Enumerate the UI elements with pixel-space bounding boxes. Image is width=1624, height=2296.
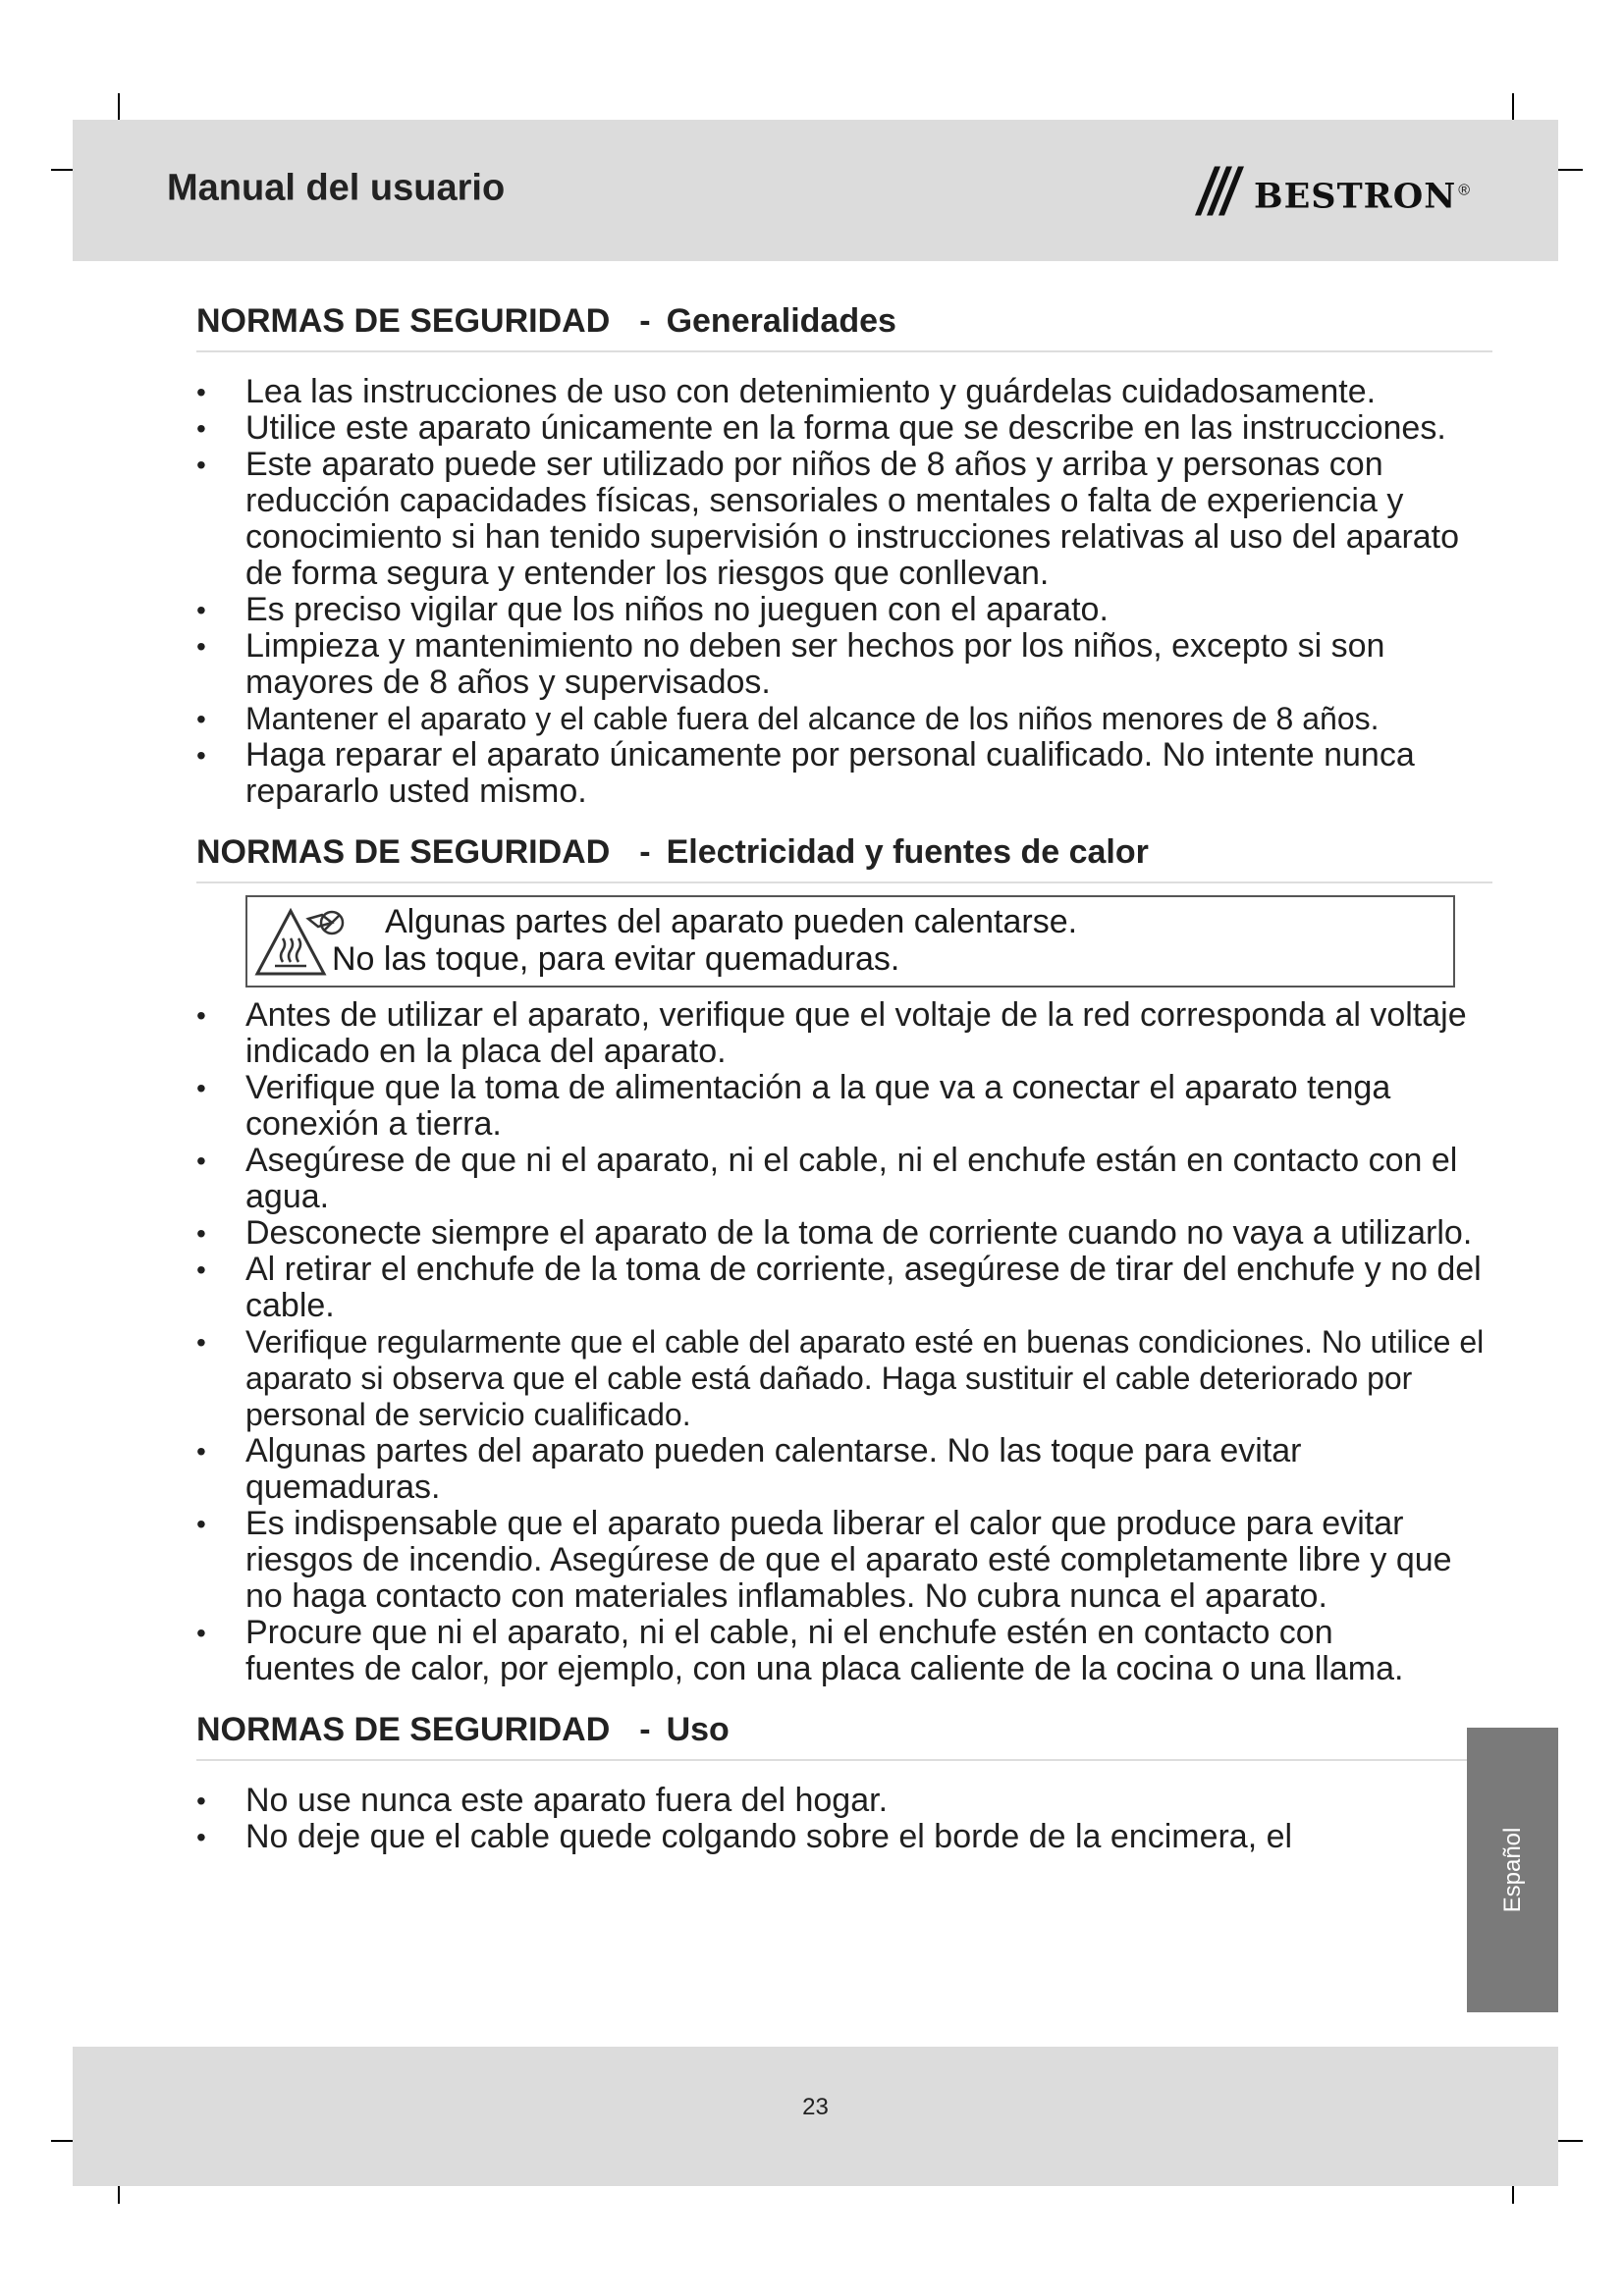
bullet-list-generalidades bbox=[196, 374, 1492, 810]
warning-text-line1: Algunas partes del aparato pueden calentarse. bbox=[385, 903, 1078, 940]
section-subtitle: Uso bbox=[666, 1711, 730, 1748]
page-number: 23 bbox=[802, 2094, 829, 2120]
bullet-list-uso bbox=[196, 1783, 1492, 1855]
registered-mark: ® bbox=[1458, 182, 1470, 198]
list-item: • Lea las instrucciones de uso con detenimiento y guárdelas cuidadosamente. bbox=[196, 374, 1492, 410]
list-item: • Al retirar el enchufe de la toma de corriente, asegúrese de tirar del enchufe y no del cable. bbox=[196, 1252, 1492, 1324]
brand-name: bestron bbox=[1254, 161, 1457, 220]
section-separator: - bbox=[639, 833, 651, 871]
section-title: NORMAS DE SEGURIDAD bbox=[196, 1711, 611, 1748]
list-item: • Es indispensable que el aparato pueda liberar el calor que produce para evitar riesgos de incendio. Asegúrese de que el aparato esté completamente libre y que no haga contacto con materiales inflamables. No cubra nunca el aparato. bbox=[196, 1506, 1492, 1615]
list-item: • Este aparato puede ser utilizado por niños de 8 años y arriba y personas con reducción capacidades físicas, sensoriales o mentales o falta de experiencia y conocimiento si han tenido supervisión o instrucciones relativas al uso del aparato de forma segura y entender los riesgos que conllevan. bbox=[196, 447, 1492, 592]
language-label: Español bbox=[1498, 1827, 1526, 1913]
section-subtitle: Electricidad y fuentes de calor bbox=[666, 833, 1149, 871]
logo-chevrons-icon bbox=[1191, 164, 1248, 217]
list-item: • Utilice este aparato únicamente en la forma que se describe en las instrucciones. bbox=[196, 410, 1492, 447]
list-item: • Procure que ni el aparato, ni el cable, ni el enchufe estén en contacto con fuentes de calor, por ejemplo, con una placa caliente de la cocina o una llama. bbox=[196, 1615, 1492, 1687]
list-item: • No deje que el cable quede colgando sobre el borde de la encimera, el bbox=[196, 1819, 1463, 1855]
list-item: • Antes de utilizar el aparato, verifique que el voltaje de la red corresponda al voltaje indicado en la placa del aparato. bbox=[196, 997, 1492, 1070]
section-heading-uso bbox=[196, 1711, 1492, 1761]
brand-logo bbox=[1191, 162, 1470, 220]
hot-surface-warning-box bbox=[245, 895, 1455, 988]
section-heading-generalidades bbox=[196, 302, 1492, 352]
list-item: • Asegúrese de que ni el aparato, ni el cable, ni el enchufe están en contacto con el agua. bbox=[196, 1143, 1492, 1215]
main-content bbox=[196, 294, 1492, 1855]
section-separator: - bbox=[639, 302, 651, 340]
section-title: NORMAS DE SEGURIDAD bbox=[196, 833, 611, 871]
list-item: • Es preciso vigilar que los niños no jueguen con el aparato. bbox=[196, 592, 1492, 628]
section-heading-electricidad bbox=[196, 833, 1492, 883]
section-title: NORMAS DE SEGURIDAD bbox=[196, 302, 611, 340]
bullet-list-electricidad bbox=[196, 997, 1492, 1687]
section-subtitle: Generalidades bbox=[666, 302, 896, 340]
header-band bbox=[73, 120, 1558, 261]
list-item: • Verifique regularmente que el cable del aparato esté en buenas condiciones. No utilice el aparato si observa que el cable está dañado. Haga sustituir el cable deteriorado por personal de servicio cualificado. bbox=[196, 1324, 1492, 1433]
footer-band bbox=[73, 2047, 1558, 2186]
warning-text-line2: No las toque, para evitar quemaduras. bbox=[332, 940, 900, 978]
section-separator: - bbox=[639, 1711, 651, 1748]
list-item: • Verifique que la toma de alimentación a la que va a conectar el aparato tenga conexión a tierra. bbox=[196, 1070, 1492, 1143]
language-side-tab bbox=[1467, 1728, 1558, 2012]
list-item: • Mantener el aparato y el cable fuera del alcance de los niños menores de 8 años. bbox=[196, 701, 1492, 737]
list-item: • Haga reparar el aparato únicamente por personal cualificado. No intente nunca repararlo usted mismo. bbox=[196, 737, 1492, 810]
list-item: • Limpieza y mantenimiento no deben ser hechos por los niños, excepto si son mayores de 8 años y supervisados. bbox=[196, 628, 1492, 701]
list-item: • Desconecte siempre el aparato de la toma de corriente cuando no vaya a utilizarlo. bbox=[196, 1215, 1492, 1252]
list-item: • No use nunca este aparato fuera del hogar. bbox=[196, 1783, 1492, 1819]
list-item: • Algunas partes del aparato pueden calentarse. No las toque para evitar quemaduras. bbox=[196, 1433, 1492, 1506]
page-title: Manual del usuario bbox=[167, 167, 506, 209]
